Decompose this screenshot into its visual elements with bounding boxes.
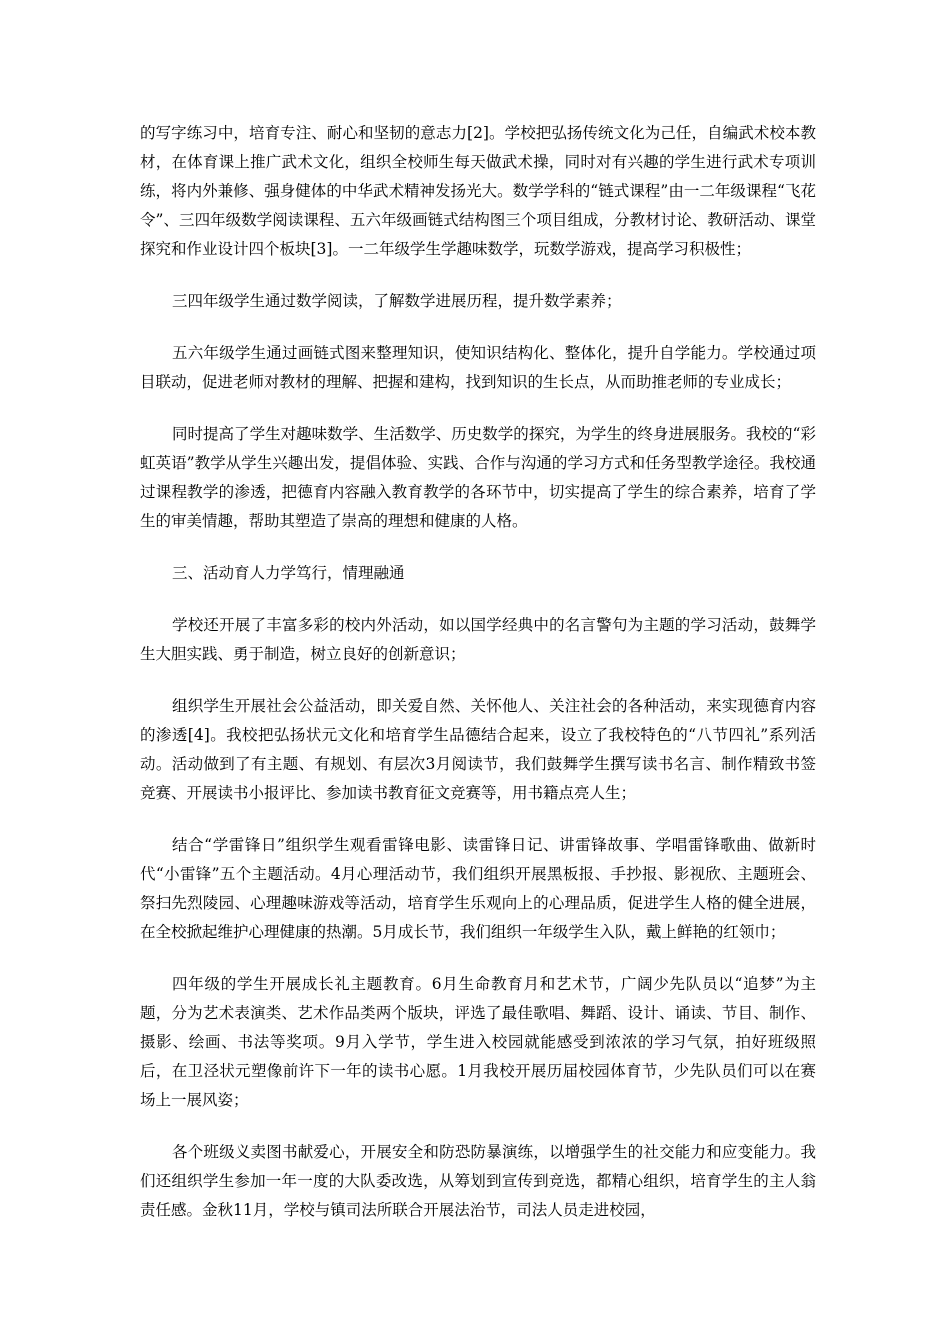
paragraph: 组织学生开展社会公益活动，即关爱自然、关怀他人、关注社会的各种活动，来实现德育内容的渗透[4]。我校把弘扬状元文化和培育学生品德结合起来，设立了我校特色的“八节四礼”系列活动。活动做到了有主题、有规划、有层次3月阅读节，我们鼓舞学生撰写读书名言、制作精致书签竞赛、开展读书小报评比、参加读书教育征文竞赛等，用书籍点亮人生； (140, 697, 816, 802)
paragraph: 三四年级学生通过数学阅读，了解数学进展历程，提升数学素养； (172, 292, 622, 310)
paragraph: 四年级的学生开展成长礼主题教育。6月生命教育月和艺术节，广阔少先队员以“追梦”为主题，分为艺术表演类、艺术作品类两个版块，评选了最佳歌唱、舞蹈、设计、诵读、节目、制作、摄影、绘画、书法等奖项。9月入学节，学生进入校园就能感受到浓浓的学习气氛，拍好班级照后，在卫泾状元塑像前许下一年的读书心愿。1月我校开展历届校园体育节，少先队员们可以在赛场上一展风姿； (140, 975, 816, 1109)
paragraph: 结合“学雷锋日”组织学生观看雷锋电影、读雷锋日记、讲雷锋故事、学唱雷锋歌曲、做新时代“小雷锋”五个主题活动。4月心理活动节，我们组织开展黑板报、手抄报、影视欣、主题班会、祭扫先烈陵园、心理趣味游戏等活动，培育学生乐观向上的心理品质，促进学生人格的健全进展，在全校掀起维护心理健康的热潮。5月成长节，我们组织一年级学生入队，戴上鲜艳的红领巾； (140, 836, 816, 941)
paragraph: 学校还开展了丰富多彩的校内外活动，如以国学经典中的名言警句为主题的学习活动，鼓舞学生大胆实践、勇于制造，树立良好的创新意识； (140, 616, 816, 663)
paragraph-continued: 的写字练习中，培育专注、耐心和坚韧的意志力[2]。学校把弘扬传统文化为己任，自编武术校本教材，在体育课上推广武术文化，组织全校师生每天做武术操，同时对有兴趣的学生进行武术专项训练，将内外兼修、强身健体的中华武术精神发扬光大。数学学科的“链式课程”由一二年级课程“飞花令”、三四年级数学阅读课程、五六年级画链式结构图三个项目组成，分教材讨论、教研活动、课堂探究和作业设计四个板块[3]。一二年级学生学趣味数学，玩数学游戏，提高学习积极性； (140, 124, 816, 258)
paragraph: 同时提高了学生对趣味数学、生活数学、历史数学的探究，为学生的终身进展服务。我校的“彩虹英语”教学从学生兴趣出发，提倡体验、实践、合作与沟通的学习方式和任务型教学途径。我校通过课程教学的渗透，把德育内容融入教育教学的各环节中，切实提高了学生的综合素养，培育了学生的审美情趣，帮助其塑造了崇高的理想和健康的人格。 (140, 425, 816, 530)
paragraph: 五六年级学生通过画链式图来整理知识，使知识结构化、整体化，提升自学能力。学校通过项目联动，促进老师对教材的理解、把握和建构，找到知识的生长点，从而助推老师的专业成长； (140, 344, 816, 391)
section-heading: 三、活动育人力学笃行，情理融通 (172, 564, 405, 582)
paragraph: 各个班级义卖图书献爱心，开展安全和防恐防暴演练，以增强学生的社交能力和应变能力。我们还组织学生参加一年一度的大队委改选，从筹划到宣传到竞选，都精心组织，培育学生的主人翁责任感。金秋11月，学校与镇司法所联合开展法治节，司法人员走进校园， (140, 1143, 816, 1219)
document-body (140, 119, 816, 1225)
